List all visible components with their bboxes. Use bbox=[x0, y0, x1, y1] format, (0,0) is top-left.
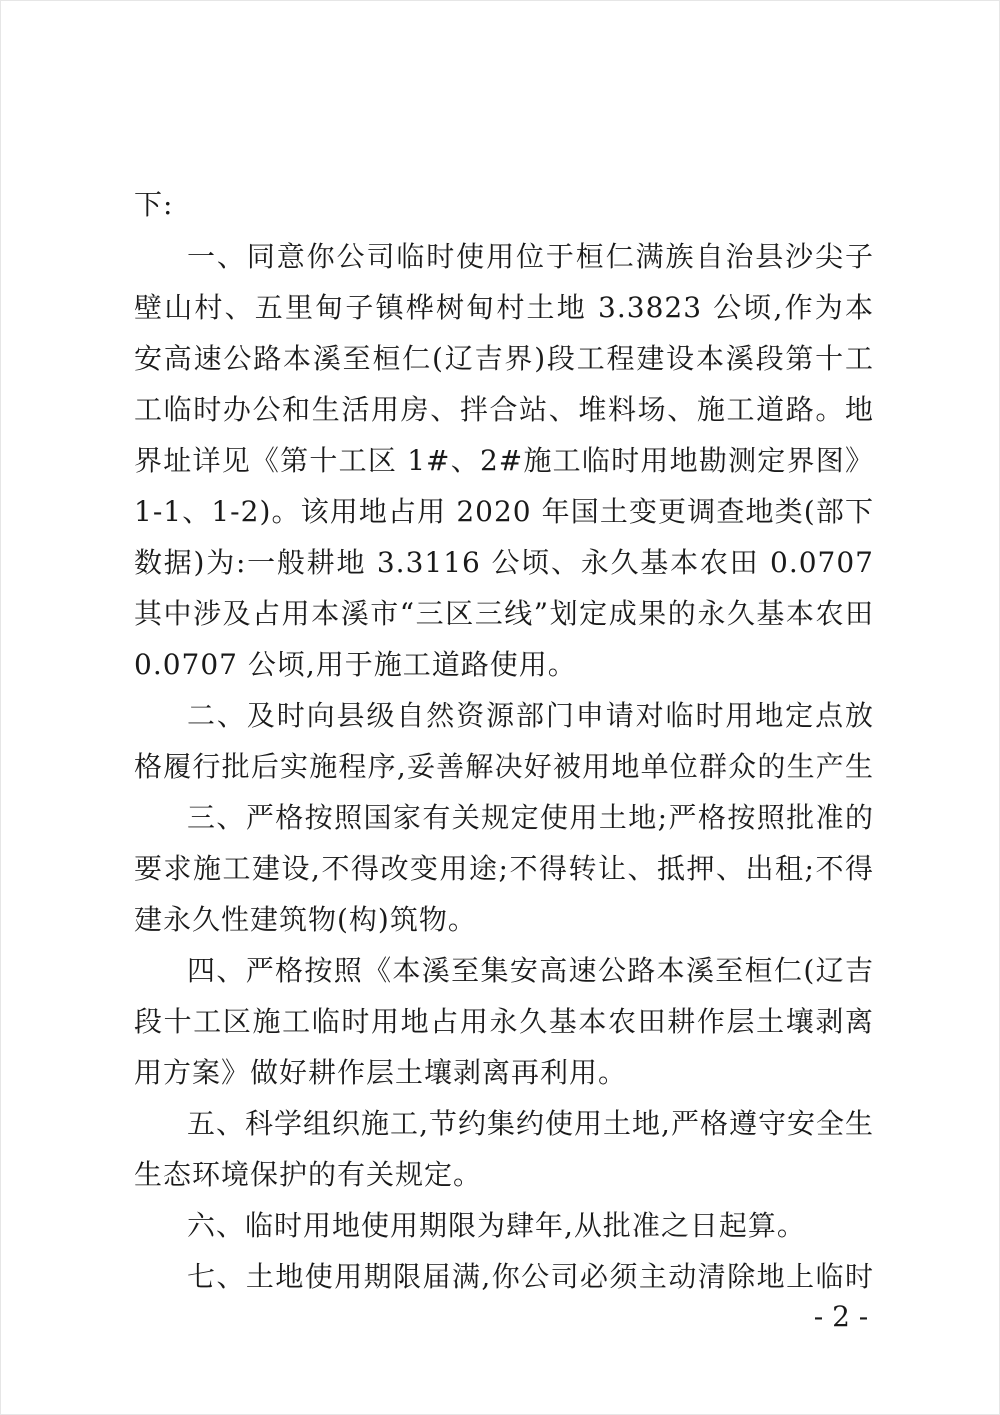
text-line-item-7-start: 七、土地使用期限届满,你公司必须主动清除地上临时 bbox=[187, 1260, 874, 1293]
text-line: 数据)为:一般耕地 3.3116 公顷、永久基本农田 0.0707 bbox=[134, 546, 874, 579]
text-line: 1-1、1-2)。该用地占用 2020 年国土变更调查地类(部下 bbox=[134, 495, 874, 528]
text-line-item-6-start: 六、临时用地使用期限为肆年,从批准之日起算。 bbox=[187, 1209, 806, 1242]
text-line: 工临时办公和生活用房、拌合站、堆料场、施工道路。地 bbox=[134, 393, 874, 426]
text-line: 0.0707 公顷,用于施工道路使用。 bbox=[134, 648, 577, 681]
text-line-continuation: 下: bbox=[134, 188, 174, 221]
text-line: 安高速公路本溪至桓仁(辽吉界)段工程建设本溪段第十工 bbox=[134, 342, 874, 375]
text-line-item-2-start: 二、及时向县级自然资源部门申请对临时用地定点放 bbox=[187, 699, 874, 732]
text-line-item-4-start: 四、严格按照《本溪至集安高速公路本溪至桓仁(辽吉 bbox=[187, 954, 874, 987]
text-line-item-1-start: 一、同意你公司临时使用位于桓仁满族自治县沙尖子 bbox=[187, 240, 874, 273]
text-line: 壁山村、五里甸子镇桦树甸村土地 3.3823 公顷,作为本 bbox=[134, 291, 874, 324]
text-line: 段十工区施工临时用地占用永久基本农田耕作层土壤剥离 bbox=[134, 1005, 874, 1038]
text-line: 格履行批后实施程序,妥善解决好被用地单位群众的生产生 bbox=[134, 750, 874, 783]
text-line: 要求施工建设,不得改变用途;不得转让、抵押、出租;不得 bbox=[134, 852, 874, 885]
text-line: 用方案》做好耕作层土壤剥离再利用。 bbox=[134, 1056, 628, 1089]
text-line: 建永久性建筑物(构)筑物。 bbox=[134, 903, 477, 936]
text-line: 其中涉及占用本溪市“三区三线”划定成果的永久基本农田 bbox=[134, 597, 874, 630]
text-line: 生态环境保护的有关规定。 bbox=[134, 1158, 483, 1191]
page-number: - 2 - bbox=[813, 1300, 869, 1333]
text-line-item-3-start: 三、严格按照国家有关规定使用土地;严格按照批准的 bbox=[187, 801, 874, 834]
text-line: 界址详见《第十工区 1#、2#施工临时用地勘测定界图》 bbox=[134, 444, 874, 477]
text-line-item-5-start: 五、科学组织施工,节约集约使用土地,严格遵守安全生 bbox=[187, 1107, 874, 1140]
